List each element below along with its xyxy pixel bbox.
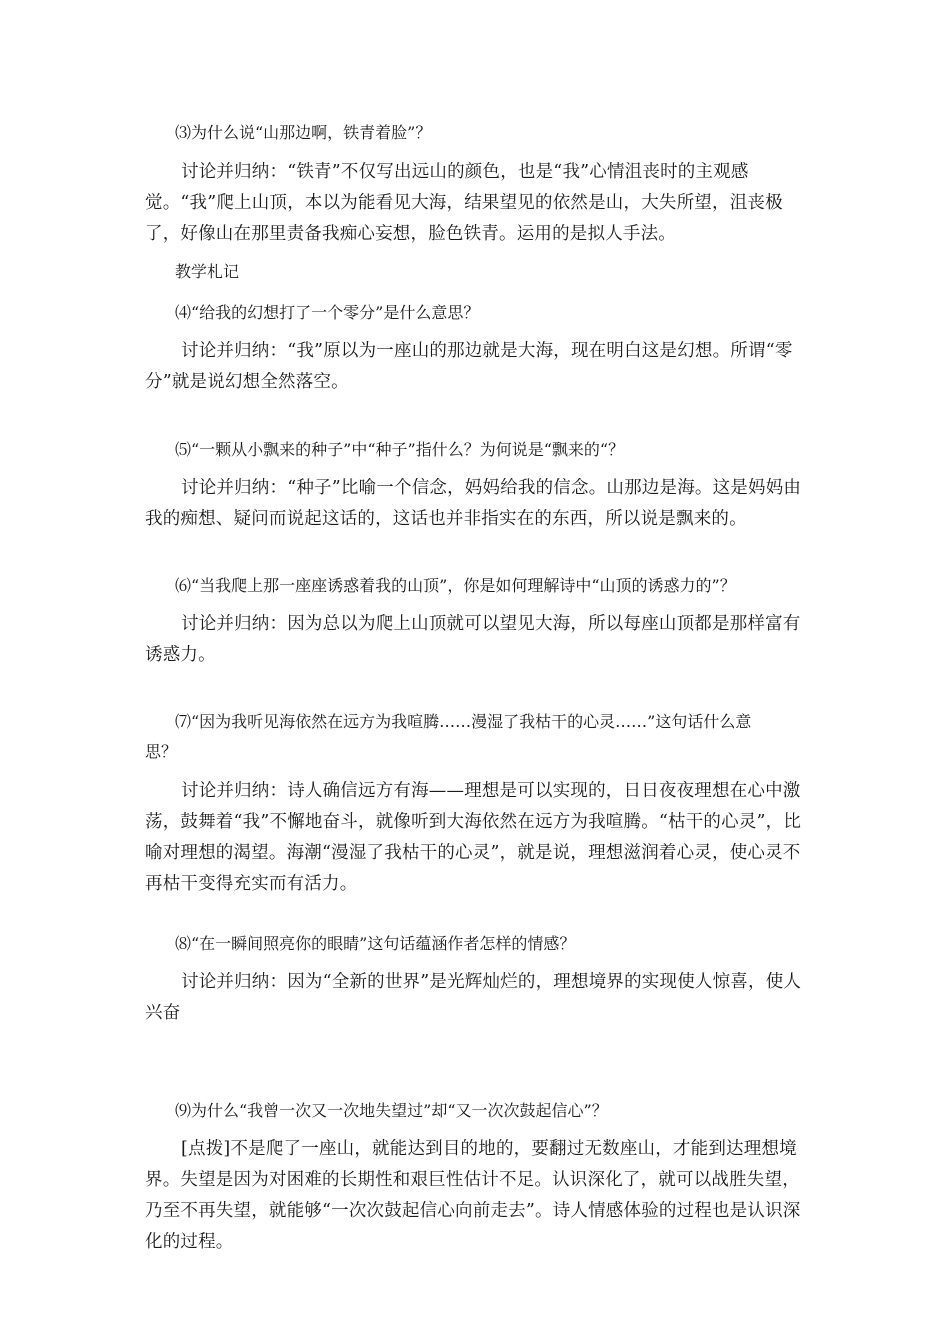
question-4: ⑷“给我的幻想打了一个零分”是什么意思？ <box>175 303 480 322</box>
question-8: ⑻“在一瞬间照亮你的眼睛”这句话蕴涵作者怎样的情感？ <box>175 934 576 953</box>
teaching-notes-label: 教学札记 <box>175 262 240 281</box>
question-9: ⑼为什么“我曾一次又一次地失望过”却“又一次次鼓起信心”？ <box>175 1101 608 1120</box>
answer-4: 讨论并归纳：“我”原以为一座山的那边就是大海，现在明白这是幻想。所谓“零分”就是说幻想全然落空。 <box>145 341 793 392</box>
answer-3: 讨论并归纳：“铁青”不仅写出远山的颜色，也是“我”心情沮丧时的主观感觉。“我”爬上山顶，本以为能看见大海，结果望见的依然是山，大失所望，沮丧极了，好像山在那里责备我痴心妄想，脸色铁青。运用的是拟人手法。 <box>145 162 783 244</box>
question-7-line-2: 思？ <box>145 742 178 761</box>
question-5: ⑸“一颗从小飘来的种子”中“种子”指什么？为何说是“飘来的“？ <box>175 440 625 459</box>
answer-6: 讨论并归纳：因为总以为爬上山顶就可以望见大海，所以每座山顶都是那样富有诱惑力。 <box>145 614 801 665</box>
answer-5: 讨论并归纳：“种子”比喻一个信念，妈妈给我的信念。山那边是海。这是妈妈由我的痴想、疑问而说起这话的，这话也并非指实在的东西，所以说是飘来的。 <box>145 478 802 529</box>
answer-7: 讨论并归纳：诗人确信远方有海——理想是可以实现的，日日夜夜理想在心中激荡，鼓舞着“我”不懈地奋斗，就像听到大海依然在远方为我喧腾。“枯干的心灵”，比喻对理想的渴望。海潮“漫湿了我枯干的心灵”，就是说，理想滋润着心灵，使心灵不再枯干变得充实而有活力。 <box>145 781 802 894</box>
question-6: ⑹“当我爬上那一座座诱惑着我的山顶”，你是如何理解诗中“山顶的诱惑力的”？ <box>175 576 736 595</box>
question-7-line-1: ⑺“因为我听见海依然在远方为我喧腾……漫湿了我枯干的心灵……”这句话什么意 <box>175 712 752 731</box>
answer-8: 讨论并归纳：因为“全新的世界”是光辉灿烂的，理想境界的实现使人惊喜，使人兴奋 <box>145 972 802 1023</box>
answer-9: [点拨]不是爬了一座山，就能达到目的地的，要翻过无数座山，才能到达理想境界。失望是因为对困难的长期性和艰巨性估计不足。认识深化了，就可以战胜失望，乃至不再失望，就能够“一次次鼓起信心向前走去”。诗人情感体验的过程也是认识深化的过程。 <box>145 1139 801 1252</box>
question-3: ⑶为什么说“山那边啊，铁青着脸”？ <box>175 123 432 142</box>
